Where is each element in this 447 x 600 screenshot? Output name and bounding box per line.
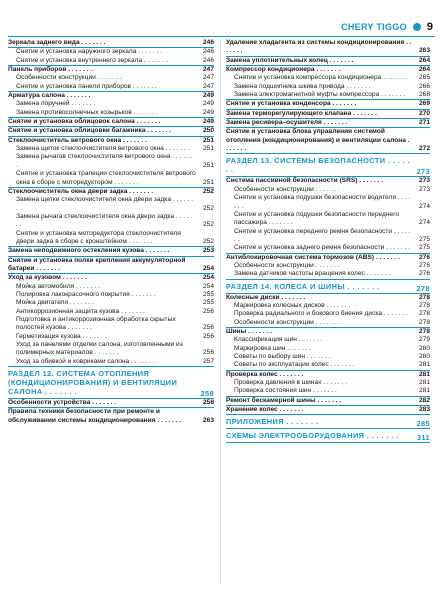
toc-page-number: 264 (418, 66, 430, 74)
toc-entry-title: Замена рычага стеклоочистителя окна двери задка (16, 212, 175, 220)
toc-entry-title: РАЗДЕЛ 13. СИСТЕМЫ БЕЗОПАСНОСТИ (226, 156, 386, 166)
toc-page-number: 251 (202, 178, 214, 186)
toc-leader-dots: . . . . . . . (129, 290, 156, 298)
toc-section[interactable] (226, 415, 430, 429)
toc-subentry[interactable] (226, 194, 430, 211)
toc-entry-title: Мойка автомобиля (16, 282, 75, 290)
toc-page-number: 275 (418, 244, 430, 252)
toc-entry-title: Замена электромагнитной муфты компрессора (234, 91, 380, 99)
toc-entry-title: Снятие и установка внутреннего зеркала (16, 56, 143, 64)
toc-subentry[interactable] (226, 345, 430, 353)
toc-entry-title: Антиблокировочная система тормозов (ABS) (226, 253, 375, 261)
toc-entry-title: Особенности конструкции (234, 185, 314, 193)
toc-page-number: 255 (202, 299, 214, 307)
toc-entry-title: Полировка лакокрасочного покрытия (16, 290, 130, 298)
toc-subentry[interactable] (8, 316, 214, 333)
toc-entry-title: Снятие и установка подушки безопасности переднего пассажира (234, 210, 400, 227)
toc-leader-dots: . . . . . . . (226, 136, 410, 153)
toc-leader-dots: . . . . . . . (34, 264, 61, 272)
toc-leader-dots: . . . . . . . (142, 56, 168, 64)
toc-page-number: 252 (202, 204, 214, 212)
toc-section[interactable] (8, 367, 214, 399)
toc-leader-dots: . . . . . . . (374, 253, 400, 261)
toc-entry-title: Снятие и установка конденсора (226, 100, 331, 108)
toc-entry-title: Компрессор кондиционера (226, 66, 315, 74)
toc-entry-title: Классификация шин (234, 336, 297, 344)
toc-subentry[interactable] (226, 186, 430, 194)
toc-subentry[interactable] (226, 262, 430, 270)
toc-entry-title: Снятие и установка заднего ремня безопасности (234, 244, 385, 252)
toc-leader-dots: . . . . . . . (285, 344, 312, 352)
toc-page-number: 247 (202, 82, 214, 90)
toc-entry[interactable] (8, 137, 214, 145)
toc-entry-title: Замена подшипника шкива привода (234, 82, 345, 90)
toc-entry[interactable] (8, 399, 214, 408)
toc-page-number: 263 (202, 416, 214, 424)
toc-entry[interactable] (226, 328, 430, 336)
toc-leader-dots: . . . . . . . (226, 39, 412, 55)
toc-page-number: 278 (418, 310, 430, 318)
toc-leader-dots: . . . . . . . (344, 82, 371, 90)
toc-leader-dots: . . . . . . . (266, 219, 293, 227)
toc-page-number: 250 (202, 127, 214, 135)
toc-subentry[interactable] (8, 308, 214, 316)
page-number: 9 (426, 21, 433, 33)
toc-page-number: 282 (418, 396, 430, 404)
toc-subentry[interactable] (226, 91, 430, 100)
toc-entry-title: Снятие и установка облицовки багажника (8, 127, 146, 135)
toc-entry-title: Хранение колес (226, 406, 278, 414)
toc-leader-dots: . . . . . . . (121, 136, 147, 144)
toc-leader-dots: . . . . . . . (134, 118, 161, 126)
toc-entry-title: Замена рычагов стеклоочистителя ветрового окна (16, 153, 171, 161)
toc-subentry[interactable] (8, 299, 214, 307)
toc-entry-title: Проверка состояния шин (234, 387, 312, 395)
toc-entry[interactable] (226, 294, 430, 302)
toc-leader-dots: . . . . . . . (66, 324, 92, 332)
toc-entry-title: Снятие и установка мотоpедуктора стеклоочистителя двери задка в сборе с кронштейном (16, 229, 181, 245)
toc-left-column (8, 39, 214, 425)
toc-subentry[interactable] (8, 48, 214, 56)
toc-leader-dots: . . . . . . . (119, 307, 145, 315)
toc-entry-title: РАЗДЕЛ 12. СИСТЕМА ОТОПЛЕНИЯ (КОНДИЦИОНИРОВАНИЯ) И ВЕНТИЛЯЦИИ САЛОНА (8, 369, 178, 397)
toc-entry-title: Снятие и установка полки крепления аккумуляторной батареи (8, 256, 186, 272)
toc-page-number: 263 (418, 47, 430, 55)
toc-entry-title: Замена ресивера–осушителя (226, 119, 322, 127)
toc-entry-title: Система пассивной безопасности (SRS) (226, 177, 358, 185)
toc-entry-title: Зеркала заднего вида (8, 39, 80, 46)
toc-page-number: 281 (418, 361, 430, 369)
toc-leader-dots: . . . . . . . (305, 353, 331, 360)
header-rule (8, 36, 435, 37)
toc-leader-dots: . . . . . . . (313, 185, 340, 193)
toc-leader-dots: . . . . . . . (69, 100, 96, 108)
toc-page-number: 276 (418, 253, 430, 261)
toc-page-number: 274 (418, 202, 430, 210)
toc-page-number: 275 (418, 235, 430, 243)
toc-entry[interactable] (226, 397, 430, 406)
toc-leader-dots: . . . . . . . (314, 66, 341, 74)
toc-page-number: 258 (202, 399, 214, 407)
toc-leader-dots: . . . . . . . (345, 281, 380, 291)
toc-page-number: 254 (202, 282, 214, 290)
toc-subentry[interactable] (8, 170, 214, 188)
toc-entry-title: Антикоррозионная защита кузова (16, 307, 120, 315)
toc-leader-dots: . . . . . . . (163, 145, 190, 153)
toc-entry-title: Правила техники безопасности при ремонте и обслуживании системы кондиционирования (8, 408, 160, 424)
column-divider (220, 38, 221, 583)
toc-page-number: 281 (418, 370, 430, 378)
toc-page-number: 276 (418, 270, 430, 278)
toc-entry[interactable] (226, 128, 430, 154)
toc-entry-title: Проверка давления в шинах (234, 379, 322, 387)
toc-leader-dots: . . . . . . . (112, 178, 139, 186)
toc-leader-dots: . . . . . . . (126, 237, 153, 245)
toc-page-number: 255 (202, 290, 214, 298)
toc-leader-dots: . . . . . . . (226, 156, 411, 175)
toc-page-number: 249 (202, 108, 214, 116)
toc-entry-title: Шины (226, 327, 247, 335)
toc-entry-title: Маркировка колесных дисков (234, 301, 325, 309)
toc-entry-title: Замена поручней (16, 100, 70, 108)
toc-subentry[interactable] (226, 270, 430, 279)
toc-entry-title: Снятие и установка подушки безопасности водителя (234, 194, 396, 202)
toc-entry[interactable] (226, 110, 430, 119)
toc-leader-dots: . . . . . . . (324, 301, 351, 309)
toc-leader-dots: . . . . . . . (143, 247, 170, 255)
toc-leader-dots: . . . . . . . (311, 387, 337, 395)
toc-leader-dots: . . . . . . . (384, 244, 411, 252)
toc-leader-dots: . . . . . . . (277, 370, 304, 378)
toc-entry[interactable] (226, 57, 430, 66)
toc-leader-dots: . . . . . . . (382, 310, 408, 318)
toc-subentry[interactable] (8, 358, 214, 367)
toc-entry-title: Маркировка шин (234, 344, 286, 352)
toc-entry-title: Замена неподвижного остекления кузова (8, 247, 144, 255)
toc-page-number: 281 (418, 379, 430, 387)
toc-leader-dots: . . . . . . . (279, 293, 306, 301)
toc-entry[interactable] (8, 247, 214, 256)
toc-section[interactable] (226, 280, 430, 294)
toc-subentry[interactable] (226, 211, 430, 228)
toc-entry-title: Удаление хладагента из системы кондиционирования (226, 39, 405, 46)
toc-page-number: 280 (418, 353, 430, 360)
toc-entry-title: Советы по выбору шин (234, 353, 305, 360)
toc-entry-title: Снятие и установка переднего ремня безопасности (234, 227, 393, 235)
toc-subentry[interactable] (8, 153, 214, 170)
toc-leader-dots: . . . . . . . (131, 108, 158, 116)
toc-page-number: 258 (200, 389, 214, 399)
toc-page-number: 246 (202, 56, 214, 64)
toc-page-number: 271 (418, 119, 430, 127)
toc-entry-title: Мойка двигателя (16, 299, 69, 307)
toc-leader-dots: . . . . . . . (379, 91, 405, 99)
toc-subentry[interactable] (8, 230, 214, 248)
toc-leader-dots: . . . . . . . (321, 119, 348, 127)
toc-leader-dots: . . . . . . . (328, 361, 355, 369)
toc-entry-title: Снятие и установка блока управления системой отопления (кондиционирования) и вентиляции салона (226, 128, 406, 144)
toc-entry-title: СХЕМЫ ЭЛЕКТРООБОРУДОВАНИЯ (226, 431, 365, 441)
toc-subentry[interactable] (8, 333, 214, 341)
toc-entry-title: РАЗДЕЛ 14. КОЛЕСА И ШИНЫ (226, 281, 346, 291)
toc-page-number: 274 (418, 219, 430, 227)
toc-subentry[interactable] (8, 341, 214, 358)
toc-entry[interactable] (8, 39, 214, 48)
toc-subentry[interactable] (8, 196, 214, 213)
toc-leader-dots: . . . . . . . (60, 274, 87, 282)
toc-subentry[interactable] (8, 109, 214, 118)
toc-page-number: 253 (202, 247, 214, 255)
toc-page-number: 281 (418, 387, 430, 395)
toc-page-number: 256 (202, 349, 214, 357)
toc-entry[interactable] (226, 406, 430, 415)
toc-page-number: 256 (202, 307, 214, 315)
toc-section[interactable] (226, 154, 430, 177)
toc-right-column (226, 39, 430, 443)
toc-section[interactable] (226, 429, 430, 443)
toc-leader-dots: . . . . . . . (16, 196, 193, 212)
toc-leader-dots: . . . . . . . (42, 387, 77, 397)
toc-page-number: 251 (202, 161, 214, 169)
toc-leader-dots: . . . . . . . (351, 109, 377, 117)
toc-leader-dots: . . . . . . . (234, 227, 411, 243)
toc-leader-dots: . . . . . . . (321, 379, 348, 387)
toc-entry-title: Особенности конструкции (234, 261, 314, 269)
toc-page-number: 278 (418, 327, 430, 335)
toc-subentry[interactable] (226, 83, 430, 91)
toc-leader-dots: . . . . . . . (90, 399, 116, 407)
toc-entry-title: Снятие и установка панели приборов (16, 82, 132, 90)
toc-entry-title: Уход за кузовом (8, 274, 61, 282)
toc-page-number: 257 (202, 357, 214, 365)
toc-page-number: 249 (202, 100, 214, 108)
toc-subentry[interactable] (8, 83, 214, 92)
toc-entry-title: Снятие и установка облицовок салона (8, 118, 135, 126)
toc-subentry[interactable] (8, 283, 214, 291)
toc-subentry[interactable] (226, 244, 430, 253)
toc-leader-dots: . . . . . . . (315, 396, 342, 404)
toc-page-number: 278 (418, 293, 430, 301)
toc-leader-dots: . . . . . . . (246, 327, 272, 335)
toc-leader-dots: . . . . . . . (66, 66, 93, 74)
toc-page-number: 279 (418, 336, 430, 344)
toc-page-number: 252 (202, 237, 214, 245)
toc-subentry[interactable] (226, 379, 430, 387)
toc-leader-dots: . . . . . . . (145, 127, 172, 135)
toc-entry-title: ПРИЛОЖЕНИЯ (226, 417, 284, 427)
toc-page-number: 256 (202, 332, 214, 340)
toc-page-number: 265 (418, 74, 430, 82)
toc-entry[interactable] (226, 254, 430, 262)
toc-entry-title: Уход за обивкой и ковриками салона (16, 357, 130, 365)
toc-leader-dots: . . . . . . . (127, 187, 154, 195)
toc-page-number: 251 (202, 145, 214, 153)
toc-page-number: 247 (202, 74, 214, 82)
toc-page-number: 285 (416, 419, 430, 429)
toc-entry[interactable] (8, 274, 214, 282)
toc-entry[interactable] (226, 177, 430, 185)
toc-entry-title: Замена щеток стеклоочистителя ветрового окна (16, 145, 164, 153)
page-header (341, 19, 433, 35)
toc-page-number: 247 (202, 66, 214, 74)
toc-entry-title: Стеклоочиститель ветрового окна (8, 136, 122, 144)
toc-leader-dots: . . . . . . . (364, 270, 391, 278)
toc-entry-title: Особенности устройства (8, 399, 91, 407)
toc-entry-title: Замена противосолнечных козырьков (16, 108, 132, 116)
toc-page-number: 273 (418, 177, 430, 185)
toc-page-number: 278 (416, 283, 430, 293)
toc-entry-title: Снятие и установка трапеции стеклоочистителя ветрового окна в сборе с моторедуктором (16, 170, 196, 186)
toc-entry-title: Замена датчиков частоты вращения колес (234, 270, 365, 278)
toc-entry[interactable] (8, 188, 214, 196)
toc-page-number: 270 (418, 109, 430, 117)
toc-entry-title: Подготовка и антикоррозионная обработка скрытых полостей кузова (16, 316, 176, 332)
toc-leader-dots: . . . . . . . (16, 153, 193, 169)
toc-subentry[interactable] (226, 310, 430, 318)
toc-leader-dots: . . . . . . . (381, 74, 407, 82)
toc-leader-dots: . . . . . . . (357, 177, 384, 185)
toc-entry-title: Герметизация кузова (16, 332, 81, 340)
toc-leader-dots: . . . . . . . (74, 282, 100, 290)
brand-dot-icon (413, 23, 421, 31)
toc-page-number: 311 (416, 433, 430, 443)
toc-entry-title: Особенности конструкции (234, 318, 314, 326)
toc-page-number: 249 (202, 118, 214, 126)
toc-page-number: 276 (418, 261, 430, 269)
toc-entry[interactable] (226, 371, 430, 379)
toc-leader-dots: . . . . . . . (313, 261, 340, 269)
toc-entry-title: Проверка радиального и бокового биения диска (234, 310, 383, 318)
toc-page-number: 254 (202, 264, 214, 272)
toc-entry[interactable] (8, 127, 214, 136)
toc-leader-dots: . . . . . . . (79, 39, 106, 46)
toc-subentry[interactable] (8, 100, 214, 108)
toc-page-number: 246 (202, 39, 214, 46)
toc-page-number: 268 (418, 91, 430, 99)
toc-page-number: 254 (202, 274, 214, 282)
toc-entry-title: Замена щетки стеклоочистителя окна двери задка (16, 196, 172, 204)
toc-leader-dots: . . . . . . . (68, 299, 94, 307)
toc-page-number: 266 (418, 82, 430, 90)
toc-entry[interactable] (226, 66, 430, 74)
toc-subentry[interactable] (8, 57, 214, 66)
toc-entry-title: Замена уплотнительных колец (226, 56, 328, 64)
toc-subentry[interactable] (226, 361, 430, 370)
toc-leader-dots: . . . . . . . (64, 92, 91, 100)
toc-leader-dots: . . . . . . . (364, 431, 399, 441)
toc-subentry[interactable] (226, 228, 430, 245)
toc-page-number: 252 (202, 187, 214, 195)
toc-entry-title: Панель приборов (8, 66, 67, 74)
toc-page-number: 283 (418, 406, 430, 414)
toc-leader-dots: . . . . . . . (92, 349, 119, 357)
toc-entry-title: Ремонт бескамерной шины (226, 396, 316, 404)
toc-page-number: 256 (202, 324, 214, 332)
toc-entry-title: Проверка колес (226, 370, 278, 378)
toc-page-number: 246 (202, 48, 214, 56)
toc-leader-dots: . . . . . . . (330, 100, 357, 108)
toc-entry-title: Снятие и установка компрессора кондиционера (234, 74, 382, 82)
toc-leader-dots: . . . . . . . (283, 417, 319, 427)
toc-leader-dots: . . . . . . . (296, 336, 323, 344)
toc-entry[interactable] (8, 408, 214, 425)
toc-leader-dots: . . . . . . . (136, 48, 163, 56)
toc-subentry[interactable] (226, 387, 430, 396)
toc-entry-title: Особенности конструкции (16, 74, 96, 82)
toc-subentry[interactable] (8, 145, 214, 153)
toc-page-number: 264 (418, 56, 430, 64)
toc-entry[interactable] (8, 257, 214, 275)
toc-subentry[interactable] (8, 74, 214, 82)
toc-page-number: 252 (202, 221, 214, 229)
toc-page-number: 251 (202, 136, 214, 144)
toc-page-number: 273 (416, 167, 430, 177)
toc-page-number: 249 (202, 92, 214, 100)
toc-entry-title: Снятие и установка наружного зеркала (16, 48, 137, 56)
toc-entry-title: Советы по эксплуатации колес (234, 361, 329, 369)
toc-leader-dots: . . . . . . . (234, 194, 411, 210)
toc-page-number: 269 (418, 100, 430, 108)
toc-entry-title: Уход за панелями отделки салона, изготовленными из полимерных материалов (16, 341, 183, 357)
toc-entry-title: Арматура салона (8, 92, 65, 100)
toc-entry-title: Колесные диски (226, 293, 280, 301)
toc-subentry[interactable] (8, 213, 214, 230)
toc-leader-dots: . . . . . . . (277, 406, 304, 414)
toc-leader-dots: . . . . . . . (16, 212, 193, 229)
toc-entry-title: Замена терморегулирующего клапана (226, 109, 352, 117)
toc-page-number: 278 (418, 301, 430, 309)
toc-subentry[interactable] (226, 336, 430, 344)
toc-entry[interactable] (226, 39, 430, 57)
toc-subentry[interactable] (226, 319, 430, 328)
toc-subentry[interactable] (226, 74, 430, 82)
toc-entry-title: Стеклоочиститель окна двери задка (8, 187, 128, 195)
toc-entry[interactable] (226, 100, 430, 109)
toc-page-number: 278 (418, 318, 430, 326)
toc-leader-dots: . . . . . . . (80, 332, 107, 340)
toc-leader-dots: . . . . . . . (327, 56, 354, 64)
toc-page-number: 272 (418, 145, 430, 153)
toc-leader-dots: . . . . . . . (129, 357, 155, 365)
toc-page-number: 273 (418, 185, 430, 193)
toc-subentry[interactable] (226, 353, 430, 361)
toc-leader-dots: . . . . . . . (131, 82, 157, 90)
toc-leader-dots: . . . . . . . (313, 318, 340, 326)
toc-leader-dots: . . . . . . . (155, 416, 182, 424)
toc-page-number: 280 (418, 344, 430, 352)
brand-title: CHERY TIGGO (341, 22, 407, 32)
toc-leader-dots: . . . . . . . (95, 74, 122, 82)
